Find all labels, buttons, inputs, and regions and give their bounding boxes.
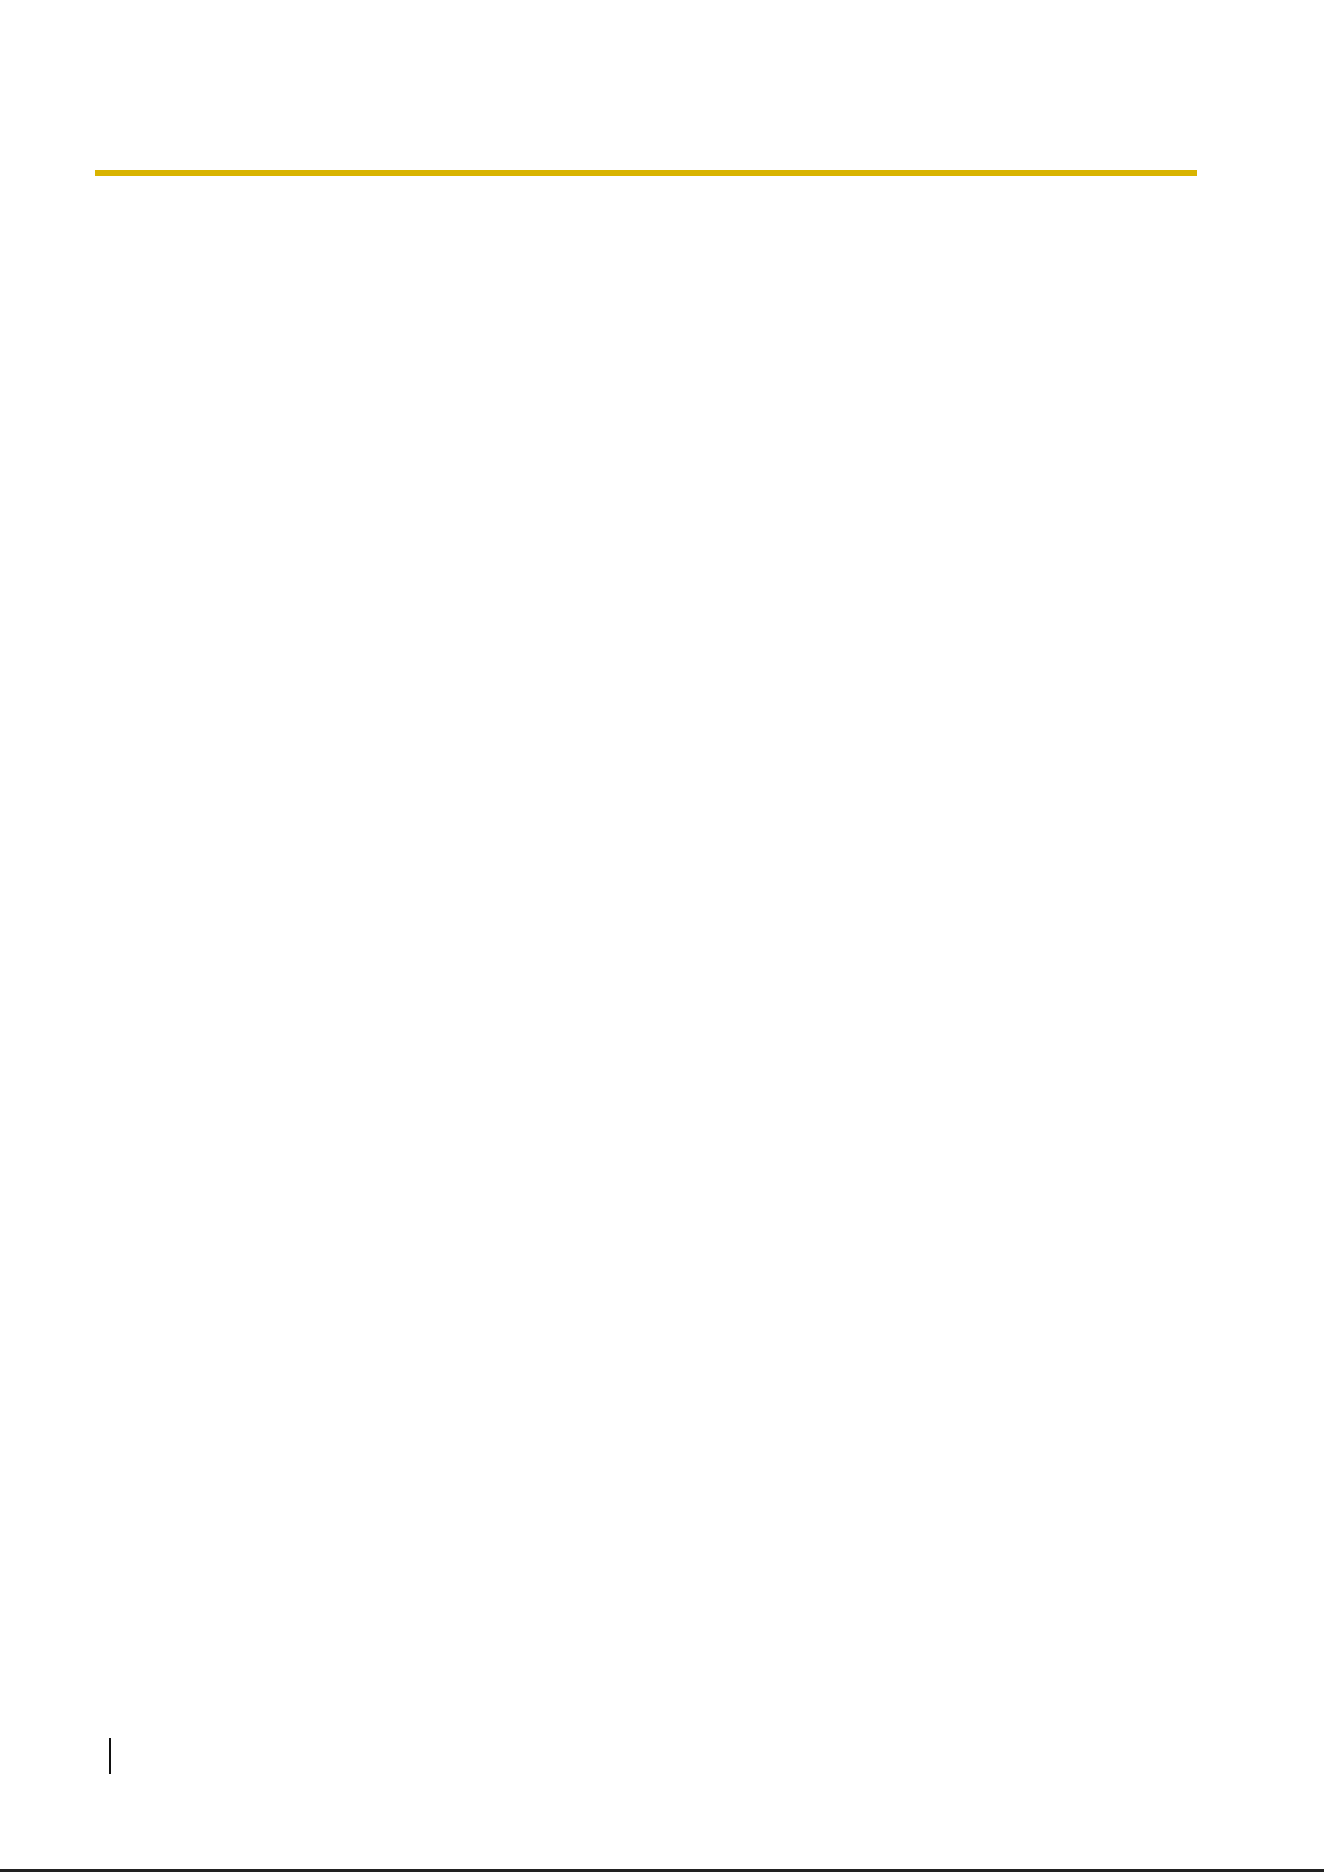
page-content [95, 218, 1205, 328]
qos-section [95, 252, 1205, 292]
section-heading [95, 252, 1205, 292]
page-footer [95, 1738, 123, 1774]
footer-separator [109, 1738, 111, 1774]
header-rule [95, 170, 1197, 176]
